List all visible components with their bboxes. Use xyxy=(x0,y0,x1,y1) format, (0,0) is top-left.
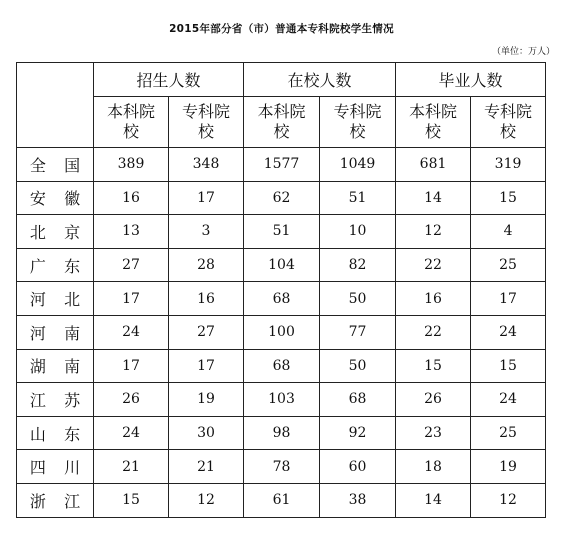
value-cell: 24 xyxy=(94,315,169,349)
region-cell xyxy=(17,383,94,417)
sub-header-line: 专科院 xyxy=(484,102,533,121)
region-cell xyxy=(17,315,94,349)
value-cell: 16 xyxy=(169,282,244,316)
value-cell: 14 xyxy=(396,181,471,215)
table-row xyxy=(17,148,546,182)
value-cell: 1049 xyxy=(320,148,396,182)
region-char: 东 xyxy=(64,256,81,276)
value-cell: 61 xyxy=(244,483,320,517)
value-cell: 77 xyxy=(320,315,396,349)
group-header-row xyxy=(17,63,546,97)
region-char: 河 xyxy=(29,290,46,310)
sub-header-line: 校 xyxy=(273,122,290,141)
table-row xyxy=(17,416,546,450)
value-cell: 22 xyxy=(396,248,471,282)
region-char: 广 xyxy=(29,256,46,276)
value-cell: 15 xyxy=(471,181,546,215)
group-header-enrollment: 招生人数 xyxy=(94,63,244,97)
value-cell: 51 xyxy=(244,215,320,249)
region-char: 北 xyxy=(29,222,46,242)
table-row xyxy=(17,349,546,383)
value-cell: 14 xyxy=(396,483,471,517)
sub-header-undergrad xyxy=(396,97,471,148)
region-char: 全 xyxy=(29,155,46,175)
value-cell: 51 xyxy=(320,181,396,215)
value-cell: 24 xyxy=(471,383,546,417)
value-cell: 17 xyxy=(94,349,169,383)
sub-header-line: 校 xyxy=(425,122,442,141)
value-cell: 13 xyxy=(94,215,169,249)
value-cell: 15 xyxy=(396,349,471,383)
value-cell: 21 xyxy=(94,450,169,484)
table-row xyxy=(17,483,546,517)
region-cell xyxy=(17,416,94,450)
region-cell xyxy=(17,148,94,182)
table-row xyxy=(17,282,546,316)
value-cell: 16 xyxy=(94,181,169,215)
group-header-enrolled: 在校人数 xyxy=(244,63,396,97)
value-cell: 681 xyxy=(396,148,471,182)
region-char: 江 xyxy=(64,491,81,511)
region-char: 浙 xyxy=(29,491,46,511)
region-char: 国 xyxy=(64,155,81,175)
sub-header-undergrad xyxy=(94,97,169,148)
table-row xyxy=(17,181,546,215)
region-cell xyxy=(17,483,94,517)
value-cell: 27 xyxy=(169,315,244,349)
table-title: 2015年部分省（市）普通本专科院校学生情况 xyxy=(169,23,394,35)
sub-header-line: 校 xyxy=(198,122,215,141)
value-cell: 16 xyxy=(396,282,471,316)
region-char: 徽 xyxy=(64,189,81,209)
sub-header-college xyxy=(471,97,546,148)
table-row xyxy=(17,450,546,484)
region-char: 京 xyxy=(64,222,81,242)
value-cell: 104 xyxy=(244,248,320,282)
value-cell: 15 xyxy=(471,349,546,383)
table-row xyxy=(17,383,546,417)
value-cell: 60 xyxy=(320,450,396,484)
value-cell: 17 xyxy=(94,282,169,316)
table-row xyxy=(17,315,546,349)
region-char: 安 xyxy=(29,189,46,209)
value-cell: 92 xyxy=(320,416,396,450)
value-cell: 68 xyxy=(244,282,320,316)
value-cell: 17 xyxy=(471,282,546,316)
sub-header-college xyxy=(320,97,396,148)
value-cell: 25 xyxy=(471,248,546,282)
value-cell: 68 xyxy=(320,383,396,417)
value-cell: 28 xyxy=(169,248,244,282)
value-cell: 78 xyxy=(244,450,320,484)
region-char: 江 xyxy=(29,390,46,410)
student-statistics-table xyxy=(16,62,546,518)
sub-header-undergrad xyxy=(244,97,320,148)
value-cell: 19 xyxy=(471,450,546,484)
value-cell: 103 xyxy=(244,383,320,417)
group-header-graduates: 毕业人数 xyxy=(396,63,546,97)
value-cell: 3 xyxy=(169,215,244,249)
region-cell xyxy=(17,450,94,484)
region-cell xyxy=(17,282,94,316)
sub-header-line: 本科院 xyxy=(409,102,458,121)
region-cell xyxy=(17,181,94,215)
value-cell: 24 xyxy=(471,315,546,349)
value-cell: 1577 xyxy=(244,148,320,182)
sub-header-college xyxy=(169,97,244,148)
value-cell: 62 xyxy=(244,181,320,215)
sub-header-line: 专科院 xyxy=(182,102,231,121)
region-char: 山 xyxy=(29,424,46,444)
value-cell: 319 xyxy=(471,148,546,182)
value-cell: 4 xyxy=(471,215,546,249)
value-cell: 12 xyxy=(169,483,244,517)
value-cell: 18 xyxy=(396,450,471,484)
value-cell: 50 xyxy=(320,349,396,383)
value-cell: 10 xyxy=(320,215,396,249)
value-cell: 50 xyxy=(320,282,396,316)
value-cell: 98 xyxy=(244,416,320,450)
value-cell: 19 xyxy=(169,383,244,417)
value-cell: 12 xyxy=(396,215,471,249)
value-cell: 27 xyxy=(94,248,169,282)
corner-cell xyxy=(17,63,94,148)
region-cell xyxy=(17,248,94,282)
value-cell: 25 xyxy=(471,416,546,450)
value-cell: 68 xyxy=(244,349,320,383)
sub-header-row xyxy=(17,97,546,148)
value-cell: 26 xyxy=(396,383,471,417)
value-cell: 30 xyxy=(169,416,244,450)
value-cell: 100 xyxy=(244,315,320,349)
value-cell: 24 xyxy=(94,416,169,450)
region-cell xyxy=(17,349,94,383)
value-cell: 15 xyxy=(94,483,169,517)
unit-note: （单位：万人） xyxy=(491,47,555,57)
region-char: 四 xyxy=(29,458,46,478)
value-cell: 23 xyxy=(396,416,471,450)
table-row xyxy=(17,248,546,282)
sub-header-line: 本科院 xyxy=(257,102,306,121)
value-cell: 12 xyxy=(471,483,546,517)
value-cell: 21 xyxy=(169,450,244,484)
value-cell: 348 xyxy=(169,148,244,182)
table-row xyxy=(17,215,546,249)
value-cell: 26 xyxy=(94,383,169,417)
region-char: 东 xyxy=(64,424,81,444)
value-cell: 17 xyxy=(169,349,244,383)
sub-header-line: 校 xyxy=(500,122,517,141)
sub-header-line: 校 xyxy=(122,122,139,141)
sub-header-line: 本科院 xyxy=(106,102,155,121)
sub-header-line: 专科院 xyxy=(333,102,382,121)
region-char: 南 xyxy=(64,357,81,377)
region-char: 湖 xyxy=(29,357,46,377)
region-cell xyxy=(17,215,94,249)
region-char: 北 xyxy=(64,290,81,310)
value-cell: 17 xyxy=(169,181,244,215)
sub-header-line: 校 xyxy=(349,122,366,141)
value-cell: 389 xyxy=(94,148,169,182)
region-char: 南 xyxy=(64,323,81,343)
region-char: 川 xyxy=(64,458,81,478)
value-cell: 38 xyxy=(320,483,396,517)
region-char: 河 xyxy=(29,323,46,343)
value-cell: 22 xyxy=(396,315,471,349)
region-char: 苏 xyxy=(64,390,81,410)
value-cell: 82 xyxy=(320,248,396,282)
